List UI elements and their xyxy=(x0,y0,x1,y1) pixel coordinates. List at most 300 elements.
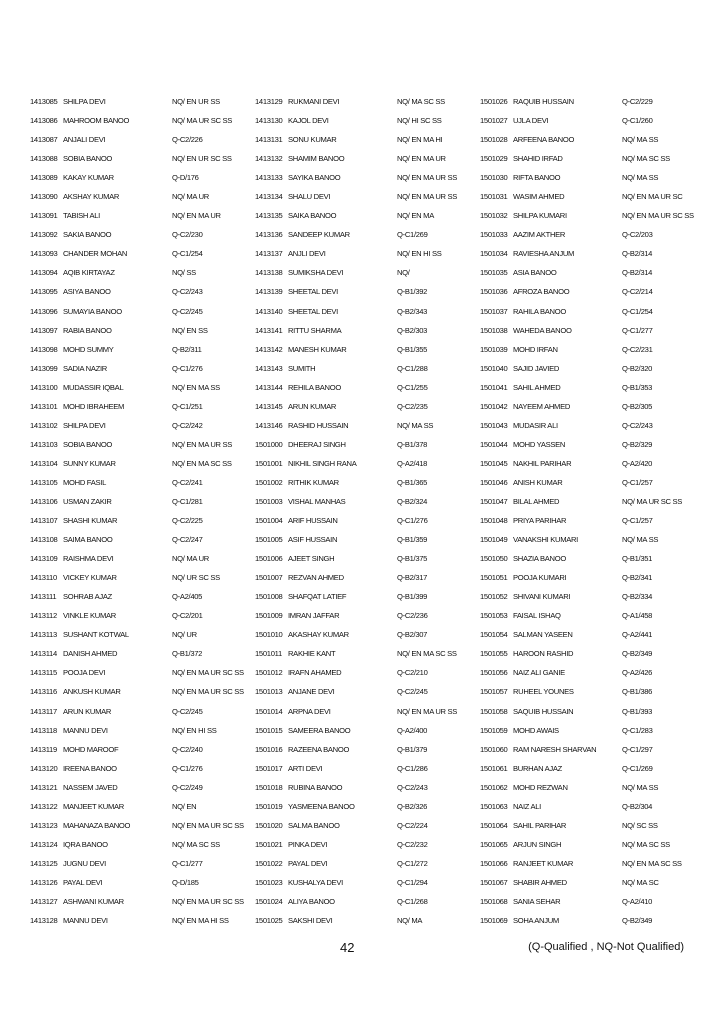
roll-number: 1501048 xyxy=(480,516,508,526)
candidate-row xyxy=(255,206,480,225)
candidate-name: VICKEY KUMAR xyxy=(63,573,117,583)
roll-number: 1413126 xyxy=(30,877,58,887)
candidate-name: SOBIA BANOO xyxy=(63,439,113,449)
candidate-row xyxy=(255,473,480,492)
candidate-name: DANISH AHMED xyxy=(63,649,118,659)
result-status: NQ/ EN MA UR SS xyxy=(172,439,233,449)
candidate-name: SAKIA BANOO xyxy=(63,230,112,240)
roll-number: 1501003 xyxy=(255,496,283,506)
candidate-row xyxy=(255,149,480,168)
candidate-name: RAHILA BANOO xyxy=(513,306,566,316)
result-status: Q-B1/355 xyxy=(397,344,428,354)
roll-number: 1413094 xyxy=(30,268,58,278)
roll-number: 1413112 xyxy=(30,611,57,621)
roll-number: 1413091 xyxy=(30,211,58,221)
result-status: Q-A2/426 xyxy=(622,668,653,678)
candidate-row xyxy=(480,435,705,454)
result-status: Q-C2/235 xyxy=(397,401,428,411)
roll-number: 1501021 xyxy=(255,839,283,849)
roll-number: 1501055 xyxy=(480,649,508,659)
candidate-row xyxy=(30,454,255,473)
candidate-name: AFROZA BANOO xyxy=(513,287,570,297)
roll-number: 1413146 xyxy=(255,420,283,430)
candidate-name: RANJEET KUMAR xyxy=(513,858,574,868)
candidate-row xyxy=(255,530,480,549)
roll-number: 1413138 xyxy=(255,268,283,278)
candidate-name: ARTI DEVI xyxy=(288,763,323,773)
candidate-name: SUMAYIA BANOO xyxy=(63,306,122,316)
candidate-row xyxy=(480,587,705,606)
roll-number: 1501027 xyxy=(480,116,508,126)
result-status: NQ/ EN MA UR SC SS xyxy=(172,687,244,697)
result-status: NQ/ EN MA SC SS xyxy=(622,858,682,868)
roll-number: 1501009 xyxy=(255,611,283,621)
candidate-name: SHASHI KUMAR xyxy=(63,516,118,526)
candidate-name: PAYAL DEVI xyxy=(288,858,328,868)
roll-number: 1501001 xyxy=(255,458,283,468)
candidate-row xyxy=(255,92,480,111)
candidate-name: RAKHIE KANT xyxy=(288,649,336,659)
roll-number: 1413087 xyxy=(30,135,58,145)
result-status: NQ/ MA SC SS xyxy=(622,839,670,849)
candidate-name: SADIA NAZIR xyxy=(63,363,107,373)
result-status: NQ/ EN MA UR xyxy=(172,211,221,221)
candidate-name: ANJLI DEVI xyxy=(288,249,326,259)
candidate-name: MANESH KUMAR xyxy=(288,344,347,354)
candidate-name: PAYAL DEVI xyxy=(63,877,103,887)
result-status: Q-C1/294 xyxy=(397,877,428,887)
roll-number: 1413140 xyxy=(255,306,283,316)
candidate-name: POOJA KUMARI xyxy=(513,573,567,583)
roll-number: 1501026 xyxy=(480,97,508,106)
result-status: Q-C2/230 xyxy=(172,230,203,240)
roll-number: 1413103 xyxy=(30,439,58,449)
candidate-row xyxy=(255,397,480,416)
result-status: Q-B2/314 xyxy=(622,249,653,259)
result-status: NQ/ MA SS xyxy=(622,535,659,545)
candidate-name: ASIA BANOO xyxy=(513,268,557,278)
candidate-row xyxy=(30,797,255,816)
result-status: Q-A2/405 xyxy=(172,592,203,602)
candidate-row xyxy=(480,816,705,835)
candidate-name: ANISH KUMAR xyxy=(513,477,563,487)
candidate-row xyxy=(30,740,255,759)
candidate-row xyxy=(255,130,480,149)
candidate-name: VISHAL MANHAS xyxy=(288,496,346,506)
candidate-name: MOHD YASSEN xyxy=(513,439,566,449)
candidate-name: MOHD AWAIS xyxy=(513,725,559,735)
candidate-name: SHAFQAT LATIEF xyxy=(288,592,347,602)
result-status: Q-B1/351 xyxy=(622,554,653,564)
roll-number: 1501059 xyxy=(480,725,508,735)
roll-number: 1501042 xyxy=(480,401,508,411)
candidate-row xyxy=(30,130,255,149)
result-status: Q-B1/375 xyxy=(397,554,428,564)
candidate-name: SHAZIA BANOO xyxy=(513,554,566,564)
result-status: Q-B2/320 xyxy=(622,363,653,373)
result-status: Q-C1/276 xyxy=(172,363,203,373)
candidate-row xyxy=(255,282,480,301)
roll-number: 1413141 xyxy=(255,325,283,335)
roll-number: 1413124 xyxy=(30,839,58,849)
candidate-name: RAZEENA BANOO xyxy=(288,744,350,754)
result-status: Q-C1/276 xyxy=(172,763,203,773)
candidate-row xyxy=(30,416,255,435)
result-status: Q-C1/257 xyxy=(622,477,653,487)
candidate-name: ARIF HUSSAIN xyxy=(288,516,338,526)
roll-number: 1501065 xyxy=(480,839,508,849)
result-status: NQ/ EN MA UR SS xyxy=(397,192,458,202)
roll-number: 1413117 xyxy=(30,706,57,716)
result-status: Q-B1/359 xyxy=(397,535,428,545)
roll-number: 1501012 xyxy=(255,668,283,678)
candidate-name: IQRA BANOO xyxy=(63,839,108,849)
candidate-name: ANKUSH KUMAR xyxy=(63,687,121,697)
result-status: Q-B2/329 xyxy=(622,439,653,449)
candidate-name: MOHD MAROOF xyxy=(63,744,119,754)
candidate-row xyxy=(480,778,705,797)
result-status: Q-C1/269 xyxy=(397,230,428,240)
result-status: Q-B1/372 xyxy=(172,649,203,659)
candidate-name: WAHEDA BANOO xyxy=(513,325,572,335)
candidate-name: SHABIR AHMED xyxy=(513,877,567,887)
candidate-name: RAQUIB HUSSAIN xyxy=(513,97,574,106)
candidate-name: AKSHAY KUMAR xyxy=(63,192,120,202)
candidate-row xyxy=(30,682,255,701)
result-status: Q-C2/232 xyxy=(397,839,428,849)
roll-number: 1501057 xyxy=(480,687,508,697)
roll-number: 1501002 xyxy=(255,477,283,487)
candidate-name: SUSHANT KOTWAL xyxy=(63,630,129,640)
candidate-row xyxy=(255,854,480,873)
result-status: Q-B2/304 xyxy=(622,801,653,811)
roll-number: 1501034 xyxy=(480,249,508,259)
roll-number: 1501005 xyxy=(255,535,283,545)
candidate-row xyxy=(255,321,480,340)
candidate-row xyxy=(480,206,705,225)
candidate-name: SHALU DEVI xyxy=(288,192,331,202)
result-status: Q-B1/399 xyxy=(397,592,428,602)
candidate-row xyxy=(480,244,705,263)
roll-number: 1413090 xyxy=(30,192,58,202)
roll-number: 1501039 xyxy=(480,344,508,354)
result-status: Q-B2/305 xyxy=(622,401,653,411)
candidate-row xyxy=(480,187,705,206)
roll-number: 1501032 xyxy=(480,211,508,221)
result-status: Q-C1/286 xyxy=(397,763,428,773)
result-status: Q-A2/420 xyxy=(622,458,653,468)
roll-number: 1413107 xyxy=(30,516,58,526)
candidate-name: ARJUN SINGH xyxy=(513,839,562,849)
roll-number: 1413093 xyxy=(30,249,58,259)
candidate-name: SHEETAL DEVI xyxy=(288,306,338,316)
candidate-row xyxy=(30,397,255,416)
candidate-row xyxy=(255,892,480,911)
candidate-row xyxy=(255,587,480,606)
candidate-name: SAMEERA BANOO xyxy=(288,725,351,735)
roll-number: 1501015 xyxy=(255,725,283,735)
candidate-name: NAIZ ALI GANIE xyxy=(513,668,565,678)
roll-number: 1413115 xyxy=(30,668,57,678)
candidate-name: SALMAN YASEEN xyxy=(513,630,573,640)
result-status: NQ/ MA SC SS xyxy=(622,154,670,164)
result-status: Q-A2/441 xyxy=(622,630,653,640)
roll-number: 1413097 xyxy=(30,325,58,335)
roll-number: 1413139 xyxy=(255,287,283,297)
candidate-row xyxy=(480,568,705,587)
candidate-name: MOHD REZWAN xyxy=(513,782,568,792)
candidate-row xyxy=(255,568,480,587)
candidate-name: CHANDER MOHAN xyxy=(63,249,128,259)
result-status: Q-B2/303 xyxy=(397,325,428,335)
result-status: NQ/ MA UR xyxy=(172,554,209,564)
roll-number: 1413106 xyxy=(30,496,58,506)
roll-number: 1501051 xyxy=(480,573,508,583)
candidate-name: NIKHIL SINGH RANA xyxy=(288,458,357,468)
roll-number: 1413143 xyxy=(255,363,283,373)
roll-number: 1413118 xyxy=(30,725,57,735)
candidate-row xyxy=(255,835,480,854)
result-status: Q-B2/341 xyxy=(622,573,653,583)
candidate-name: SAHIL AHMED xyxy=(513,382,561,392)
candidate-row xyxy=(480,473,705,492)
result-status: NQ/ HI SC SS xyxy=(397,116,442,126)
result-status: Q-B2/334 xyxy=(622,592,653,602)
roll-number: 1413099 xyxy=(30,363,58,373)
roll-number: 1501040 xyxy=(480,363,508,373)
roll-number: 1501030 xyxy=(480,173,508,183)
result-status: Q-B2/343 xyxy=(397,306,428,316)
result-status: Q-B2/349 xyxy=(622,916,653,926)
results-column-2 xyxy=(255,92,480,930)
candidate-row xyxy=(255,625,480,644)
result-status: Q-B1/386 xyxy=(622,687,653,697)
candidate-name: KAKAY KUMAR xyxy=(63,173,114,183)
candidate-name: RITTU SHARMA xyxy=(288,325,342,335)
roll-number: 1501045 xyxy=(480,458,508,468)
result-status: Q-C2/231 xyxy=(622,344,653,354)
result-status: Q-B1/378 xyxy=(397,439,428,449)
result-status: Q-C1/251 xyxy=(172,401,203,411)
candidate-row xyxy=(480,321,705,340)
candidate-row xyxy=(255,263,480,282)
roll-number: 1413095 xyxy=(30,287,58,297)
roll-number: 1501011 xyxy=(255,649,282,659)
roll-number: 1413123 xyxy=(30,820,58,830)
candidate-row xyxy=(30,549,255,568)
roll-number: 1413131 xyxy=(255,135,283,145)
result-status: Q-B2/311 xyxy=(172,344,202,354)
result-status: Q-C2/245 xyxy=(172,306,203,316)
candidate-row xyxy=(30,625,255,644)
candidate-row xyxy=(30,225,255,244)
roll-number: 1413125 xyxy=(30,858,58,868)
candidate-name: RAM NARESH SHARVAN xyxy=(513,744,597,754)
candidate-row xyxy=(480,797,705,816)
candidate-row xyxy=(255,682,480,701)
candidate-name: VANAKSHI KUMARI xyxy=(513,535,578,545)
roll-number: 1501066 xyxy=(480,858,508,868)
candidate-name: SUMITH xyxy=(288,363,316,373)
candidate-row xyxy=(30,511,255,530)
candidate-name: AJEET SINGH xyxy=(288,554,335,564)
candidate-name: SAQUIB HUSSAIN xyxy=(513,706,574,716)
result-status: NQ/ MA SS xyxy=(622,782,659,792)
roll-number: 1501068 xyxy=(480,896,508,906)
candidate-row xyxy=(255,702,480,721)
roll-number: 1501008 xyxy=(255,592,283,602)
result-status: NQ/ MA UR SC SS xyxy=(622,496,683,506)
result-status: NQ/ UR SC SS xyxy=(172,573,220,583)
candidate-name: IREENA BANOO xyxy=(63,763,117,773)
candidate-name: SONU KUMAR xyxy=(288,135,337,145)
result-status: Q-C1/281 xyxy=(172,496,203,506)
result-status: NQ/ xyxy=(397,268,410,278)
result-status: Q-C1/260 xyxy=(622,116,653,126)
roll-number: 1413120 xyxy=(30,763,58,773)
candidate-name: ANJALI DEVI xyxy=(63,135,106,145)
candidate-name: DHEERAJ SINGH xyxy=(288,439,346,449)
candidate-row xyxy=(255,797,480,816)
candidate-row xyxy=(480,663,705,682)
roll-number: 1413089 xyxy=(30,173,58,183)
candidate-row xyxy=(255,187,480,206)
roll-number: 1413128 xyxy=(30,916,58,926)
candidate-name: KAJOL DEVI xyxy=(288,116,329,126)
result-status: Q-C1/277 xyxy=(622,325,653,335)
result-status: NQ/ EN MA UR SC SS xyxy=(622,211,694,221)
candidate-row xyxy=(30,606,255,625)
candidate-row xyxy=(480,835,705,854)
result-status: NQ/ MA SS xyxy=(622,173,659,183)
roll-number: 1501024 xyxy=(255,896,283,906)
candidate-row xyxy=(255,663,480,682)
candidate-name: SHAHID IRFAD xyxy=(513,154,563,164)
result-status: NQ/ EN HI SS xyxy=(397,249,442,259)
result-status: NQ/ EN MA UR xyxy=(397,154,446,164)
roll-number: 1413096 xyxy=(30,306,58,316)
result-status: Q-C1/268 xyxy=(397,896,428,906)
candidate-row xyxy=(480,702,705,721)
page-number: 42 xyxy=(340,940,355,955)
candidate-row xyxy=(30,263,255,282)
result-status: Q-C2/245 xyxy=(172,706,203,716)
candidate-row xyxy=(255,873,480,892)
roll-number: 1413144 xyxy=(255,382,283,392)
candidate-row xyxy=(30,911,255,930)
roll-number: 1501000 xyxy=(255,439,283,449)
result-status: Q-C1/283 xyxy=(622,725,653,735)
candidate-row xyxy=(255,816,480,835)
candidate-row xyxy=(30,492,255,511)
result-status: Q-C1/288 xyxy=(397,363,428,373)
candidate-row xyxy=(480,911,705,930)
result-status: Q-B1/365 xyxy=(397,477,428,487)
candidate-row xyxy=(480,606,705,625)
result-status: NQ/ EN MA HI SS xyxy=(172,916,229,926)
candidate-row xyxy=(255,359,480,378)
roll-number: 1501058 xyxy=(480,706,508,716)
candidate-name: RAVIESHA ANJUM xyxy=(513,249,575,259)
roll-number: 1413113 xyxy=(30,630,57,640)
candidate-name: JUGNU DEVI xyxy=(63,858,106,868)
candidate-row xyxy=(480,721,705,740)
candidate-row xyxy=(480,682,705,701)
candidate-name: SAIMA BANOO xyxy=(63,535,113,545)
roll-number: 1413086 xyxy=(30,116,58,126)
result-status: NQ/ EN MA UR SC xyxy=(622,192,683,202)
candidate-row xyxy=(30,854,255,873)
candidate-name: SHEETAL DEVI xyxy=(288,287,338,297)
result-status: Q-C2/210 xyxy=(397,668,428,678)
roll-number: 1501053 xyxy=(480,611,508,621)
candidate-row xyxy=(480,111,705,130)
result-status: NQ/ UR xyxy=(172,630,197,640)
candidate-name: MAHANAZA BANOO xyxy=(63,820,131,830)
candidate-row xyxy=(30,587,255,606)
candidate-row xyxy=(480,397,705,416)
candidate-name: ARPNA DEVI xyxy=(288,706,331,716)
candidate-row xyxy=(30,435,255,454)
candidate-row xyxy=(480,340,705,359)
candidate-name: MOHD IBRAHEEM xyxy=(63,401,125,411)
candidate-row xyxy=(30,759,255,778)
candidate-row xyxy=(480,549,705,568)
results-columns xyxy=(30,92,710,930)
candidate-row xyxy=(255,644,480,663)
candidate-name: RIFTA BANOO xyxy=(513,173,561,183)
candidate-name: SANIA SEHAR xyxy=(513,896,561,906)
result-status: Q-C2/242 xyxy=(172,420,203,430)
roll-number: 1501062 xyxy=(480,782,508,792)
roll-number: 1501023 xyxy=(255,877,283,887)
roll-number: 1413104 xyxy=(30,458,58,468)
candidate-row xyxy=(30,340,255,359)
result-status: Q-B2/307 xyxy=(397,630,428,640)
candidate-name: SHAMIM BANOO xyxy=(288,154,345,164)
candidate-name: SHIVANI KUMARI xyxy=(513,592,571,602)
result-status: Q-C2/245 xyxy=(397,687,428,697)
result-status: Q-C1/254 xyxy=(172,249,203,259)
candidate-name: ASHWANI KUMAR xyxy=(63,896,124,906)
candidate-row xyxy=(30,111,255,130)
candidate-name: ASIF HUSSAIN xyxy=(288,535,338,545)
candidate-name: ALIYA BANOO xyxy=(288,896,335,906)
candidate-row xyxy=(480,511,705,530)
roll-number: 1501044 xyxy=(480,439,508,449)
candidate-name: MOHD SUMMY xyxy=(63,344,114,354)
result-status: Q-B2/324 xyxy=(397,496,428,506)
candidate-name: NAKHIL PARIHAR xyxy=(513,458,572,468)
candidate-row xyxy=(30,378,255,397)
candidate-row xyxy=(30,644,255,663)
roll-number: 1413102 xyxy=(30,420,58,430)
result-status: NQ/ SC SS xyxy=(622,820,658,830)
candidate-row xyxy=(30,282,255,301)
result-status: Q-C1/255 xyxy=(397,382,428,392)
candidate-name: NAIZ ALI xyxy=(513,801,541,811)
roll-number: 1501025 xyxy=(255,916,283,926)
candidate-name: REHILA BANOO xyxy=(288,382,341,392)
candidate-name: POOJA DEVI xyxy=(63,668,106,678)
roll-number: 1501019 xyxy=(255,801,283,811)
result-status: NQ/ MA SC SS xyxy=(397,97,445,106)
candidate-name: BURHAN AJAZ xyxy=(513,763,563,773)
candidate-row xyxy=(255,454,480,473)
result-status: Q-B2/317 xyxy=(397,573,428,583)
qualification-legend: (Q-Qualified , NQ-Not Qualified) xyxy=(528,941,684,953)
candidate-name: SANDEEP KUMAR xyxy=(288,230,350,240)
